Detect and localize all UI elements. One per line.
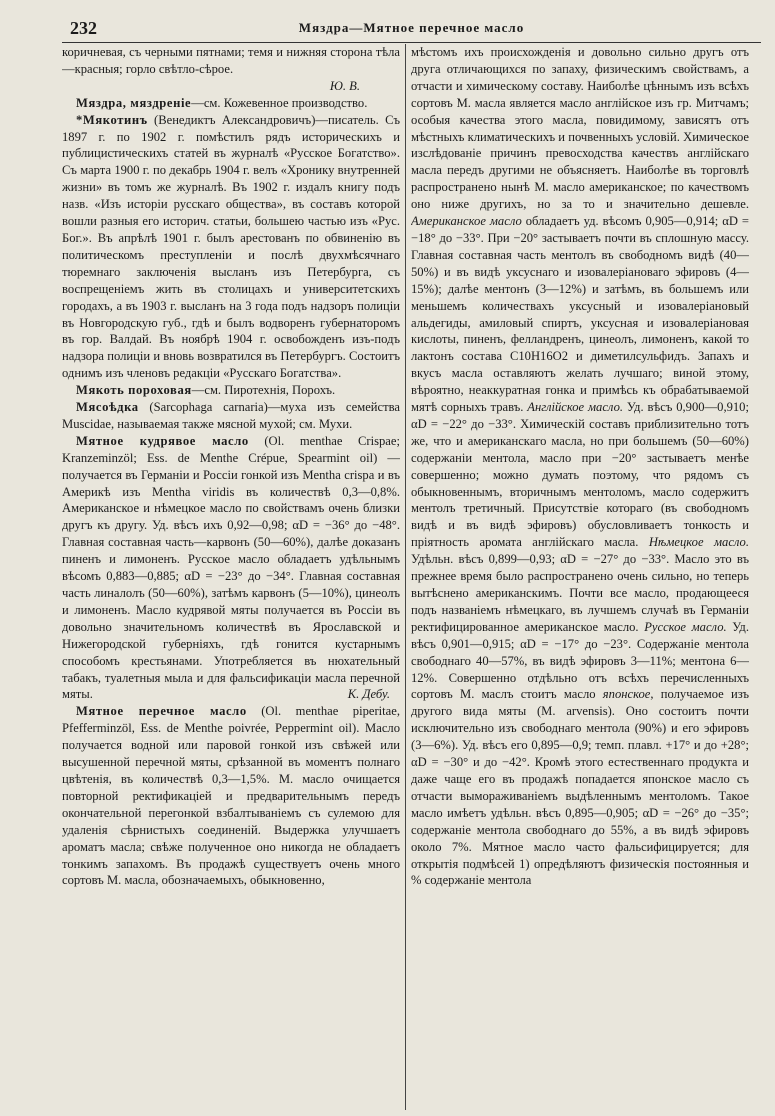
subheading-russian: Русское масло. [644, 619, 727, 634]
entry-perechnoe-maslo: Мятное перечное масло (Ol. menthae piperitae, Pfefferminzöl, Ess. de Menthe poivrée, Peppermint oil). Масло получается водной или паровой гонкой изъ свѣжей или высушенной перечной мяты, срѣзанной въ моментъ полнаго цвѣтенія, въ количествѣ 0,3—1,5%. М. масло очищается повторной ректификаціей и предварительнымъ передъ окончательной перегонкой взбалтываніемъ съ сулемою для удаленія сѣрнистыхъ соединеній. Выдержка улучшаетъ ароматъ масла; свѣже полученное оно никогда не обладаетъ тонкимъ запахомъ. Въ продажѣ существуетъ очень много сортовъ М. масла, обозначаемыхъ, обыкновенно, [62, 704, 400, 888]
entry-term: *Мякотинъ [76, 112, 148, 127]
entry-term: Мяздра, мяздреніе [76, 95, 192, 110]
entry-term: Мятное кудрявое масло [76, 433, 249, 448]
entry-myazdra: Мяздра, мяздреніе—см. Кожевенное производство. [76, 95, 368, 110]
right-column [411, 44, 749, 1110]
entry-continuation: коричневая, съ черными пятнами; темя и нижняя сторона тѣла—красныя; горло свѣтло-сѣрое. [62, 45, 400, 76]
entry-term: Мятное перечное масло [76, 704, 247, 719]
entry-term: Мясоѣдка [76, 400, 139, 415]
author-signature: К. Дебу. [347, 687, 390, 702]
page-header [62, 18, 761, 43]
text-columns [62, 44, 761, 1110]
subheading-japanese: японское [602, 687, 651, 702]
entry-myakot-porokhovaya: Мякоть пороховая—см. Пиротехнія, Порохъ. [76, 383, 336, 398]
entry-term: Мякоть пороховая [76, 383, 192, 398]
subheading-german: Нѣмецкое масло. [648, 535, 749, 550]
entry-perechnoe-maslo-continued: мѣстомъ ихъ происхожденія и довольно сильно другъ отъ друга отличающихся по запаху, физическимъ свойствамъ, а отчасти и химическому составу. Наиболѣе цѣннымъ изъ всѣхъ сортовъ М. масла является масло англійское изъ гр. Митчамъ; особыя качества этого масла, повидимому, зависятъ отъ мѣстныхъ климатическихъ и почвенныхъ условій. Химическое изслѣдованіе причинъ превосходства качествъ англійскаго масла передъ другими не объясняетъ. Наиболѣе въ торговлѣ распространено нынѣ М. масло американское; по качествомъ оно ниже другихъ, но за то и значительно дешевле. Американское масло обладаетъ уд. вѣсомъ 0,905—0,914; αD = −18° до −33°. При −20° застываетъ почти въ сплошную массу. Главная составная часть ментолъ въ свободномъ видѣ (40—50%) и въ видѣ уксуснаго и изовалеріановаго эфировъ (4—15%); далѣе ментонъ (3—12%) и затѣмъ, въ большемъ или меньшемъ количествахъ уксусный и изовалеріановый альдегиды, амиловый спиртъ, уксусная и изовалеріановая кислоты, пиненъ, фелландренъ, цинеолъ, лимоненъ, какой то лактонъ состава C10H16O2 и диметилсульфидъ. Запахъ и вкусъ масла оставляютъ желать лучшаго; виной этому, вѣроятно, неаккуратная гонка и примѣсь къ обрабатываемой мятѣ сорныхъ травъ. Англійское масло. Уд. вѣсъ 0,900—0,910; αD = −22° до −33°. Химическій составъ приблизительно тотъ же, что и американскаго масла, но при большемъ (50—60%) содержаніи ментола, масло при −20° застываетъ менѣе совершенно; можно думать поэтому, что рядомъ съ обыкновеннымъ, вторичнымъ ментоломъ, масло содержитъ ментолъ третичный. Присутствіе котораго (въ свободномъ видѣ и въ видѣ эфировъ) обусловливаетъ тонкость и пріятность аромата англійскаго масла. Нѣмецкое масло. Удѣльн. вѣсъ 0,899—0,93; αD = −27° до −33°. Масло это въ прежнее время было распространено очень сильно, но теперь вытѣснено американскимъ. Почти все масло, продающееся подъ названіемъ нѣмецкаго, въ лучшемъ случаѣ въ Германіи ректифицированное американское масло. Русское масло. Уд. вѣсъ 0,901—0,915; αD = −17° до −23°. Содержаніе ментола свободнаго 40—57%, въ видѣ эфировъ 3—11%; ментона 6—12%. Совершенно отдѣльно отъ всѣхъ перечисленныхъ сортовъ М. маслъ стоитъ масло японское, получаемое изъ другого вида мяты (M. arvensis). Оно состоитъ почти исключительно изъ свободнаго ментола (90%) и его эфировъ (3—6%). Уд. вѣсъ его 0,895—0,9; темп. плавл. +17° и до +28°; αD = −30° и до −42°. Кромѣ этого естественнаго продукта и даже чаще его въ продажѣ попадается японское масло съ отчасти вымораживаніемъ выдѣленнымъ ментоломъ. Такое масло имѣетъ удѣльн. вѣсъ 0,895—0,905; αD = −26° до −35°; содержаніе ментола свободнаго до 55%, а въ видѣ эфировъ около 7%. Мятное масло часто фальсифицируется; для открытія подмѣсей 1) опредѣляютъ физическія постоянныя и % содержаніе ментола [411, 45, 749, 888]
running-title: Мяздра—Мятное перечное масло [298, 20, 525, 35]
author-signature: Ю. В. [329, 78, 360, 93]
column-divider [405, 44, 406, 1110]
entry-myasoedka: Мясоѣдка (Sarcophaga carnaria)—муха изъ семейства Muscidae, называемая также мясной мухой; см. Мухи. [62, 400, 400, 431]
left-column [62, 44, 400, 1110]
subheading-american: Американское масло [411, 214, 522, 229]
page-number: 232 [70, 18, 97, 38]
subheading-english: Англійское масло. [527, 400, 624, 415]
entry-kudryavoe-maslo: Мятное кудрявое масло (Ol. menthae Crispae; Kranzeminzöl; Ess. de Menthe Crépue, Spearmint oil) — получается въ Германіи и Россіи гонкой изъ Mentha crispa и въ Америкѣ изъ Mentha viridis въ количествѣ 0,3—0,8%. Американское и нѣмецкое масло по свойствамъ очень близки другъ къ другу. Уд. вѣсъ ихъ 0,92—0,98; αD = −36° до −48°. Главная составная часть—карвонъ (50—60%), далѣе доказанъ пиненъ и лимоненъ. Русское масло обладаетъ удѣльнымъ вѣсомъ 0,883—0,885; αD = −23° до −34°. Главная составная часть линалолъ (50—60%), затѣмъ карвонъ (5—10%), цинеолъ и лимоненъ. Масло кудрявой мяты получается въ Россіи въ довольно значительномъ количествѣ въ Ярославской и Нижегородской губерніяхъ, гдѣ гонится кустарнымъ способомъ крестьянами. Употребляется въ нюхательный табакъ, туалетныя мыла и для фальсификаціи масла перечной мяты. К. Дебу. [62, 433, 400, 702]
entry-myakotin: *Мякотинъ (Венедиктъ Александровичъ)—писатель. Съ 1897 г. по 1902 г. помѣстилъ рядъ историческихъ и публицистическихъ статей въ журналѣ «Русское Богатство». Съ марта 1900 г. по декабрь 1904 г. велъ «Хронику внутренней жизни» въ томъ же журналѣ. Въ 1902 г. издалъ книгу подъ назв. «Изъ исторіи русскаго общества», въ составъ которой вошли разныя его историч. статьи, большею частью изъ «Рус. Бог.». Въ апрѣлѣ 1901 г. былъ арестованъ по обвиненію въ политическомъ преступленіи и послѣ двухмѣсячнаго тюремнаго заключенія высланъ изъ Петербурга, съ воспрещеніемъ жить въ столицахъ и университетскихъ городахъ, а въ 1903 г. высланъ на 3 года подъ надзоръ полиціи въ Новгородскую губ., гдѣ и былъ водворенъ губернаторомъ въ гор. Валдай. Въ ноябрѣ 1904 г. освобожденъ изъ-подъ надзора полиціи и вновь возвратился въ Петербургъ. Состоитъ однимъ изъ членовъ редакціи «Русскаго Богатства». [62, 112, 400, 381]
